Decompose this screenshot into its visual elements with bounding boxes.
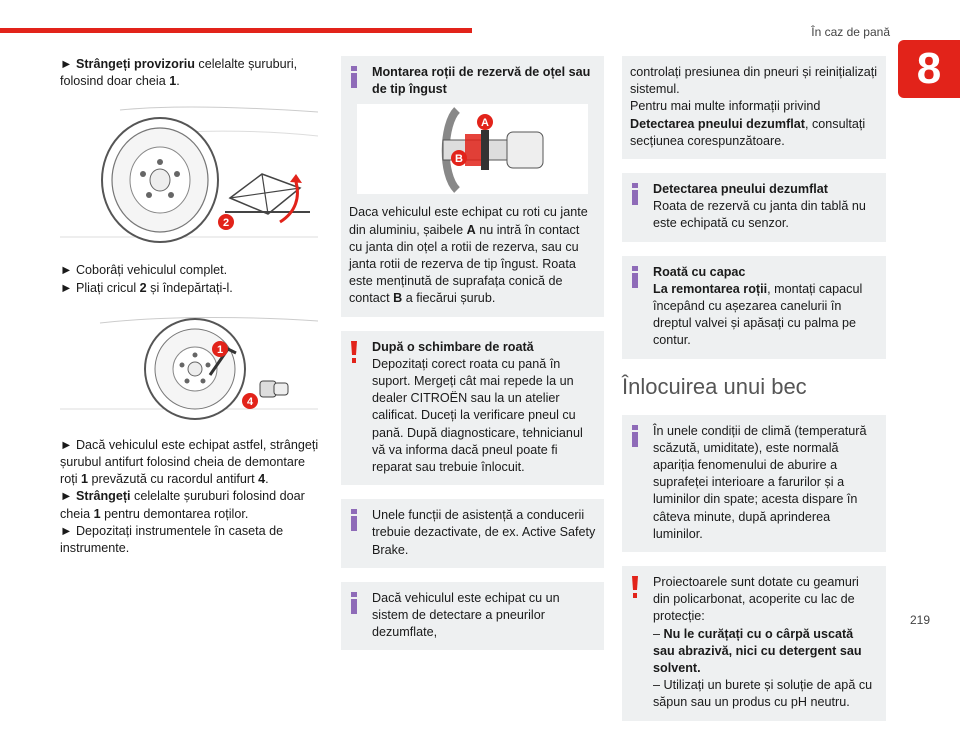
text: celelalte șuruburi, folosind doar cheia (60, 57, 298, 89)
figure-label-1: 1 (216, 343, 224, 356)
box-text: Dacă vehiculul este echipat cu un sistem de detectare a pneurilor dezumflate, (372, 590, 560, 640)
info-box-deflation-detection (622, 173, 886, 242)
ref-key: 1 (169, 74, 177, 89)
section-title: Înlocuirea unui bec (622, 373, 807, 399)
column-1 (60, 56, 322, 557)
text: prevăzută cu racordul antifurt (88, 472, 259, 487)
text: ► Dacă vehiculul este echipat astfel, strângeți șurubul antifurt folosind cheia de demontare roți (60, 437, 319, 487)
box-text (630, 626, 878, 678)
ref-key: B (393, 291, 403, 306)
bold-title: Roată cu capac (653, 264, 746, 279)
top-accent-bar (0, 28, 472, 33)
bold-text: Nu le curățați cu o cârpă uscată sau abrazivă, nici cu detergent sau solvent. (653, 626, 862, 676)
info-icon (631, 266, 639, 288)
info-box-assist-functions (341, 499, 604, 568)
box-text (630, 281, 878, 350)
box-text (349, 204, 596, 307)
box-text: Proiectoarele sunt dotate cu geamuri din policarbonat, acoperite cu lac de protecție: (653, 575, 859, 624)
warning-box-polycarbonate (622, 566, 886, 721)
text: Pentru mai multe informații privind (630, 99, 821, 114)
column-3 (622, 56, 886, 735)
box-text: – Utilizați un burete și soluție de apă cu săpun sau un produs cu pH neutru. (653, 678, 873, 710)
antitheft-illustration (60, 309, 322, 427)
text: , consultați secțiunea corespunzătoare. (630, 116, 866, 148)
paragraph-tighten-provisional (60, 56, 322, 90)
figure-wheel-jack (60, 102, 322, 252)
text: ► (60, 489, 76, 504)
info-icon (350, 509, 358, 531)
bolt-washer-illustration (357, 104, 604, 194)
paragraph-store-tools: ► Depozitați instrumentele în caseta de instrumente. (60, 523, 284, 556)
bold-text: ► Strângeți provizoriu (60, 57, 195, 71)
warning-box-after-change (341, 331, 604, 486)
box-text: În unele condiții de climă (temperatură scăzută, umiditate), este normală apariția fenomenului de aburire a suprafeței interioare a farurilor și a luminilor din spate; acesta dispare în câteva minute, după aprinderea luminilor. (653, 423, 867, 541)
figure-bolt-washer (357, 104, 588, 194)
box-text (630, 98, 878, 150)
bold-text: La remontarea roții (653, 281, 768, 296)
box-text: Unele funcții de asistență a conducerii trebuie dezactivate, de ex. Active Safety Brake. (372, 508, 596, 557)
ref-key: 2 (139, 280, 147, 295)
info-icon (350, 66, 358, 88)
text: pentru demontarea roților. (100, 506, 249, 521)
page-number: 219 (909, 613, 930, 627)
paragraph-tighten-others (60, 488, 322, 522)
column-2 (341, 56, 604, 664)
ref-key: A (466, 222, 476, 237)
paragraph-fold-jack (60, 280, 322, 297)
text: Depozitați corect roata cu pană în suport. Mergeți cât mai repede la un dealer CITROËN sau la un atelier calificat. Duceți la verificare pneul cu pană. După diagnosticare, tehnicianul vă va informa dacă pneul poate fi reparat sau trebuie înlocuit. (372, 356, 583, 475)
text: – (653, 626, 664, 641)
info-box-continuation (622, 56, 886, 159)
info-box-spare-wheel (341, 56, 604, 317)
figure-antitheft-bolt (60, 309, 322, 427)
ref-key: 4 (258, 472, 266, 487)
info-box-condensation (622, 415, 886, 552)
text: a fiecărui șurub. (402, 291, 496, 306)
info-icon (631, 425, 639, 447)
text: ► Pliați cricul (60, 280, 140, 295)
bold-title: Montarea roții de rezervă de oțel sau de tip îngust (372, 65, 591, 97)
box-title (630, 181, 878, 198)
text: , montați capacul începând cu așezarea canelurii în dreptul valvei și apăsați cu palma pe contur. (653, 281, 863, 348)
info-icon (631, 183, 639, 205)
bold-text: Strângeți (75, 489, 131, 504)
warning-icon (350, 341, 358, 363)
box-title (630, 264, 878, 281)
box-text (349, 356, 596, 476)
figure-label-b: B (455, 153, 463, 166)
info-box-wheel-cover (622, 256, 886, 359)
box-title (349, 339, 596, 356)
bold-title: După o schimbare de roată (372, 339, 534, 354)
figure-label-2: 2 (222, 217, 230, 230)
box-text: Roata de rezervă cu janta din tablă nu este echipată cu senzor. (653, 199, 866, 231)
info-box-deflation-system (341, 582, 604, 651)
text: și îndepărtați-l. (146, 280, 233, 295)
warning-icon (631, 576, 639, 598)
text: celelalte șuruburi folosind doar cheia (60, 489, 305, 521)
paragraph-lower-vehicle: ► Coborâți vehiculul complet. (60, 263, 228, 278)
ref-key: 1 (81, 472, 89, 487)
ref-key: 1 (93, 506, 101, 521)
text: . (176, 74, 180, 89)
text: Daca vehiculul este echipat cu roti cu jante din aluminiu, șaibele (349, 205, 588, 237)
box-text: controlați presiunea din pneuri și reinițializați sistemul. (630, 65, 878, 97)
header-title: În caz de pană (811, 25, 890, 39)
bold-text: Detectarea pneului dezumflat (630, 116, 805, 131)
chapter-badge: 8 (898, 40, 960, 98)
wheel-jack-illustration (60, 102, 322, 252)
box-title (349, 64, 596, 98)
text: . (265, 472, 269, 487)
text: nu intră în contact cu janta din oțel a rotii de rezerva, sau cu janta rotii de rezerva de tip îngust. Roata este menținută de suprafața conică de contact (349, 222, 580, 306)
figure-label-a: A (481, 117, 489, 130)
info-icon (350, 592, 358, 614)
paragraph-antitheft (60, 437, 322, 489)
bold-title: Detectarea pneului dezumflat (653, 182, 828, 197)
figure-label-4: 4 (246, 395, 254, 408)
